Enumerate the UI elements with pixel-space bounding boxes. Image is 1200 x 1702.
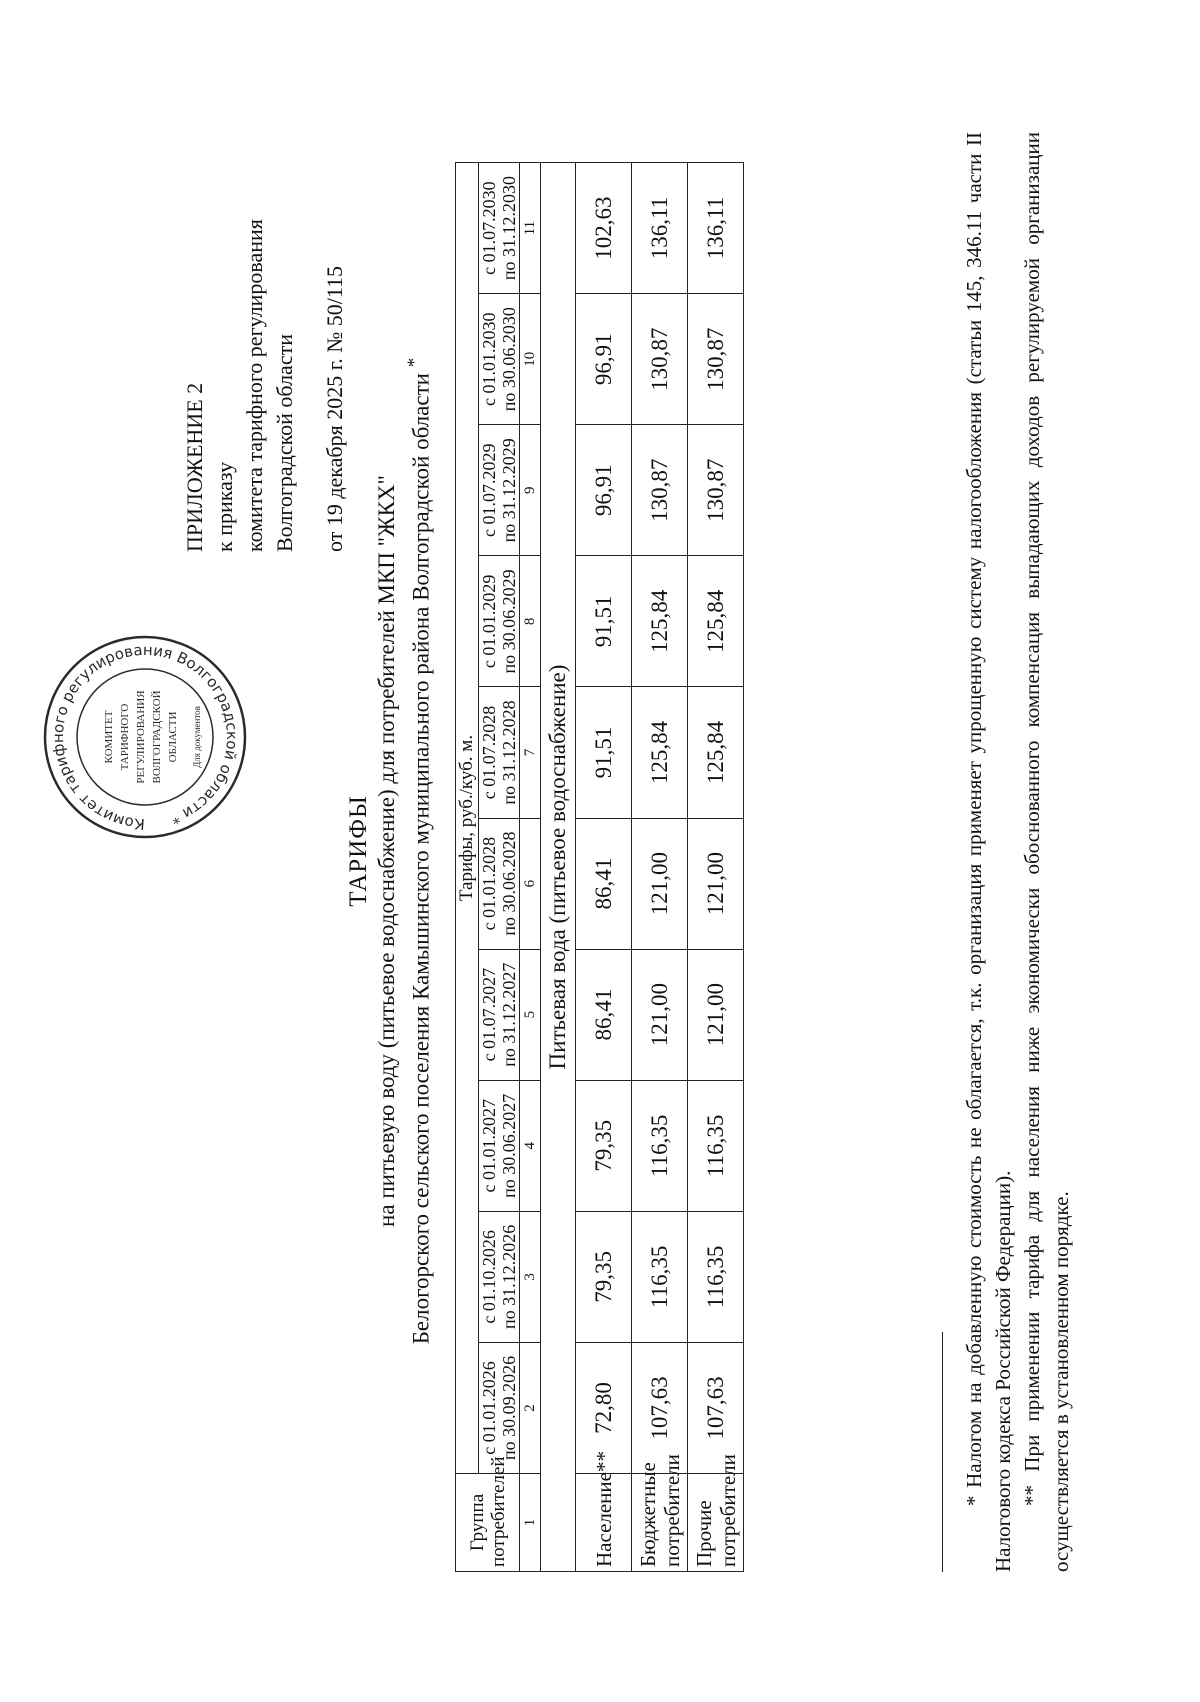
period-to: по 31.12.2030 bbox=[499, 176, 519, 281]
period-from: с 01.01.2028 bbox=[479, 836, 499, 931]
period-to: по 31.12.2027 bbox=[499, 962, 519, 1067]
appendix-header bbox=[180, 72, 350, 552]
footnotes bbox=[960, 132, 1076, 1572]
period-header bbox=[479, 556, 520, 687]
tariff-value: 121,00 bbox=[632, 818, 688, 949]
tariffs-header: Тарифы, руб./куб. м. bbox=[456, 163, 479, 1474]
tariff-value: 86,41 bbox=[576, 949, 632, 1080]
tariff-value: 107,63 bbox=[688, 1342, 744, 1473]
period-from: с 01.01.2030 bbox=[479, 312, 499, 406]
column-number: 4 bbox=[520, 1080, 541, 1211]
tariff-value: 130,87 bbox=[632, 294, 688, 425]
column-number: 7 bbox=[520, 687, 541, 818]
committee-line-2: Волгоградской области bbox=[272, 334, 297, 552]
tariff-value: 130,87 bbox=[688, 294, 744, 425]
tariff-value: 91,51 bbox=[576, 556, 632, 687]
title-footnote-marker: * bbox=[404, 357, 425, 368]
period-to: по 30.06.2029 bbox=[499, 569, 519, 674]
column-number: 1 bbox=[520, 1474, 541, 1572]
tariff-value: 86,41 bbox=[576, 818, 632, 949]
svg-text:РЕГУЛИРОВАНИЯ: РЕГУЛИРОВАНИЯ bbox=[135, 690, 147, 784]
column-number-row bbox=[520, 163, 541, 1572]
column-number: 6 bbox=[520, 818, 541, 949]
tariff-value: 125,84 bbox=[688, 556, 744, 687]
tariff-value: 116,35 bbox=[632, 1080, 688, 1211]
table-row bbox=[688, 163, 744, 1572]
consumer-group: Бюджетные потребители bbox=[632, 1474, 688, 1572]
footnote-divider bbox=[942, 1332, 943, 1572]
column-number: 5 bbox=[520, 949, 541, 1080]
period-to: по 30.09.2026 bbox=[499, 1355, 519, 1461]
tariff-value: 102,63 bbox=[576, 163, 632, 294]
tariff-value: 121,00 bbox=[632, 949, 688, 1080]
period-header-row bbox=[479, 163, 520, 1572]
tariff-value: 121,00 bbox=[688, 949, 744, 1080]
tariff-value: 125,84 bbox=[632, 556, 688, 687]
seal-stamp bbox=[40, 632, 250, 842]
order-date: от 19 декабря 2025 г. № 50/115 bbox=[322, 265, 347, 552]
period-from: с 01.01.2027 bbox=[479, 1099, 499, 1193]
period-header bbox=[479, 294, 520, 425]
order-label: к приказу bbox=[212, 461, 237, 552]
svg-text:Для документов: Для документов bbox=[192, 706, 202, 768]
period-to: по 31.12.2029 bbox=[499, 438, 519, 543]
title-line-3: Белогорского сельского поселения Камышинского муниципального района Волгоградской области * bbox=[404, 357, 434, 1345]
tariff-value: 91,51 bbox=[576, 687, 632, 818]
footnote-1: * Налогом на добавленную стоимость не облагается, т.к. организация применяет упрощенную систему налогообложения (статьи 145, 346.11 части II Налогового кодекса Российской Федерации). bbox=[962, 132, 1015, 1572]
period-header bbox=[479, 163, 520, 294]
period-from: с 01.10.2026 bbox=[479, 1230, 499, 1324]
title-line-2: на питьевую воду (питьевое водоснабжение) для потребителей МКП "ЖКХ" bbox=[374, 475, 399, 1227]
period-header bbox=[479, 818, 520, 949]
tariff-value: 125,84 bbox=[632, 687, 688, 818]
period-header bbox=[479, 1211, 520, 1342]
tariff-value: 79,35 bbox=[576, 1080, 632, 1211]
svg-text:ВОЛГОГРАДСКОЙ: ВОЛГОГРАДСКОЙ bbox=[151, 690, 163, 784]
tariff-value: 125,84 bbox=[688, 687, 744, 818]
tariff-value: 130,87 bbox=[632, 425, 688, 556]
period-header bbox=[479, 425, 520, 556]
tariff-table bbox=[455, 162, 744, 1572]
committee-line-1: комитета тарифного регулирования bbox=[242, 219, 267, 552]
svg-text:Комитет тарифного регулировани: Комитет тарифного регулирования Волгоградской области * bbox=[48, 640, 242, 834]
period-from: с 01.07.2030 bbox=[479, 181, 499, 275]
column-number: 10 bbox=[520, 294, 541, 425]
tariff-value: 96,91 bbox=[576, 294, 632, 425]
tariff-value: 72,80 bbox=[576, 1342, 632, 1473]
consumer-group: Прочие потребители bbox=[688, 1474, 744, 1572]
tariff-value: 107,63 bbox=[632, 1342, 688, 1473]
period-header bbox=[479, 687, 520, 818]
footnote-2: ** При применении тарифа для населения ниже экономически обоснованного компенсация выпадающих доходов регулируемой организации осуществляется в установленном порядке. bbox=[1020, 132, 1073, 1572]
period-from: с 01.07.2027 bbox=[479, 967, 499, 1062]
svg-text:ОБЛАСТИ: ОБЛАСТИ bbox=[167, 711, 179, 763]
tariff-value: 136,11 bbox=[632, 163, 688, 294]
column-number: 9 bbox=[520, 425, 541, 556]
group-header: Группа потребителей bbox=[456, 1474, 520, 1572]
table-row bbox=[632, 163, 688, 1572]
period-from: с 01.07.2029 bbox=[479, 443, 499, 538]
period-to: по 30.06.2028 bbox=[499, 831, 519, 936]
column-number: 11 bbox=[520, 163, 541, 294]
period-to: по 31.12.2028 bbox=[499, 700, 519, 805]
consumer-group: Население** bbox=[576, 1474, 632, 1572]
tariff-value: 96,91 bbox=[576, 425, 632, 556]
column-number: 2 bbox=[520, 1342, 541, 1473]
period-header bbox=[479, 949, 520, 1080]
table-row bbox=[576, 163, 632, 1572]
tariff-value: 136,11 bbox=[688, 163, 744, 294]
tariff-value: 116,35 bbox=[632, 1211, 688, 1342]
tariff-value: 116,35 bbox=[688, 1211, 744, 1342]
tariff-value: 121,00 bbox=[688, 818, 744, 949]
period-to: по 30.06.2030 bbox=[499, 307, 519, 412]
document-title bbox=[345, 0, 436, 1702]
period-to: по 31.12.2026 bbox=[499, 1224, 519, 1329]
svg-text:КОМИТЕТ: КОМИТЕТ bbox=[103, 710, 115, 764]
period-from: с 01.01.2029 bbox=[479, 574, 499, 669]
period-from: с 01.01.2026 bbox=[479, 1361, 499, 1455]
title-main: ТАРИФЫ bbox=[345, 795, 372, 907]
period-to: по 30.06.2027 bbox=[499, 1093, 519, 1198]
tariff-value: 130,87 bbox=[688, 425, 744, 556]
tariff-value: 79,35 bbox=[576, 1211, 632, 1342]
period-header bbox=[479, 1342, 520, 1473]
column-number: 8 bbox=[520, 556, 541, 687]
tariff-value: 116,35 bbox=[688, 1080, 744, 1211]
svg-text:ТАРИФНОГО: ТАРИФНОГО bbox=[119, 703, 131, 771]
period-from: с 01.07.2028 bbox=[479, 705, 499, 800]
appendix-label: ПРИЛОЖЕНИЕ 2 bbox=[182, 382, 207, 552]
column-number: 3 bbox=[520, 1211, 541, 1342]
section-header: Питьевая вода (питьевое водоснабжение) bbox=[541, 163, 576, 1572]
period-header bbox=[479, 1080, 520, 1211]
